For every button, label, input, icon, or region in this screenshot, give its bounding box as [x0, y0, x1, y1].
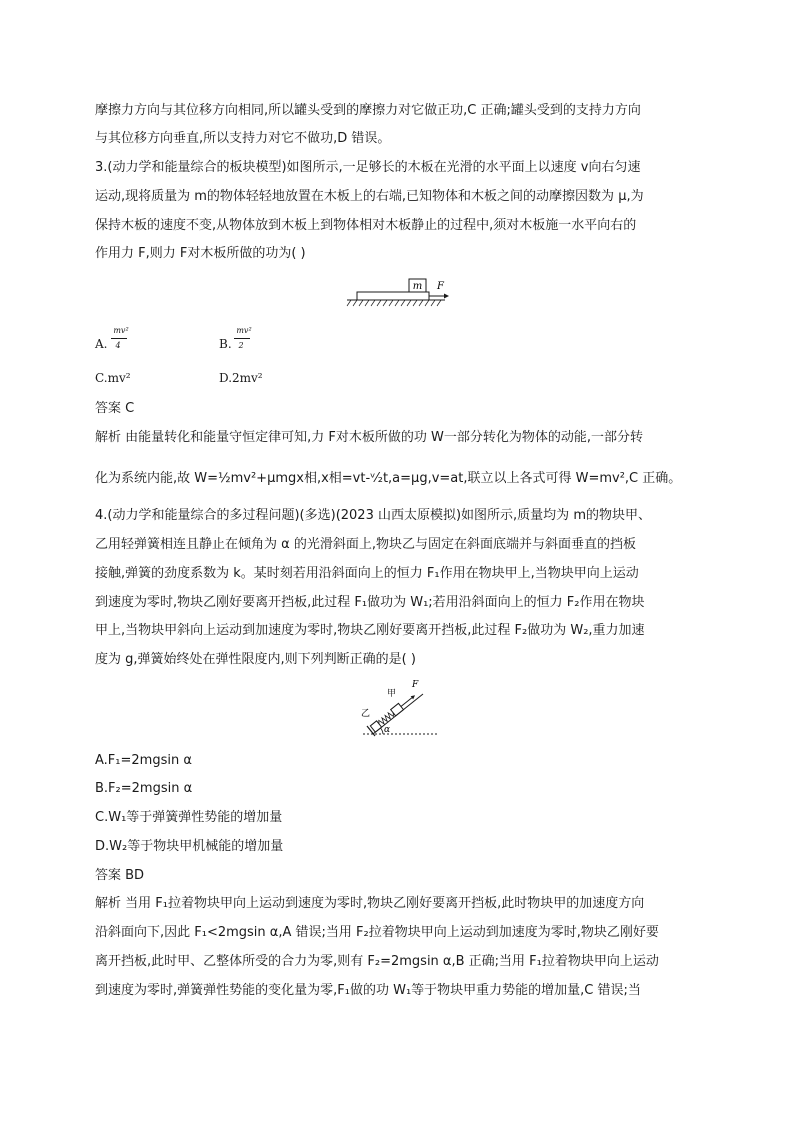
block-yi-label: 乙: [361, 709, 371, 719]
option-a-prefix: A.: [95, 337, 108, 351]
block-jia: [391, 703, 404, 715]
q3-option-a: [95, 337, 107, 351]
block-m-label: m: [412, 281, 423, 292]
q2-tail-line-1: 摩擦力方向与其位移方向相同,所以罐头受到的摩擦力对它做正功,C 正确;罐头受到的支持力方向: [95, 103, 641, 118]
block-yi: [370, 721, 381, 732]
q4-stem-line-6: 度为 g,弹簧始终处在弹性限度内,则下列判断正确的是( ): [95, 652, 416, 667]
q4-stem-line-1: 4.(动力学和能量综合的多过程问题)(多选)(2023 山西太原模拟)如图所示,质量均为 m的物块甲、: [95, 508, 651, 523]
q4-analysis-line-1: 解析 当用 F₁拉着物块甲向上运动到速度为零时,物块乙刚好要离开挡板,此时物块甲的加速度方向: [95, 896, 645, 911]
q4-answer: 答案 BD: [95, 868, 145, 883]
force-label: F: [437, 281, 444, 292]
force-arrowhead-icon: [444, 294, 449, 299]
q3-analysis-line-2: 化为系统内能,故 W=½mv²+μmgx相,x相=vt-ᵛ⁄₂t,a=μg,v=at,联立以上各式可得 W=mv²,C 正确。: [95, 471, 682, 486]
q3-option-c: C.mv²: [95, 371, 131, 385]
force-arrow: [401, 698, 412, 707]
q3-option-d: D.2mv²: [219, 371, 263, 385]
q4-option-d: D.W₂等于物块甲机械能的增加量: [95, 839, 284, 854]
option-a-numerator: mv²: [113, 326, 129, 335]
option-b-numerator: mv²: [236, 326, 252, 335]
q3-stem-line-1: 3.(动力学和能量综合的板块模型)如图所示,一足够长的木板在光滑的水平面上以速度 v向右匀速: [95, 160, 641, 175]
option-a-denominator: 4: [115, 341, 121, 350]
q4-analysis-line-3: 离开挡板,此时甲、乙整体所受的合力为零,则有 F₂=2mgsin α,B 正确;当用 F₁拉着物块甲向上运动: [95, 954, 659, 969]
angle-arc: [381, 728, 383, 734]
option-a-fraction-bar: [111, 338, 127, 339]
force-label: F: [412, 680, 419, 690]
q3-stem-line-2: 运动,现将质量为 m的物体轻轻地放置在木板上的右端,已知物体和木板之间的动摩擦因数为 μ,为: [95, 189, 644, 204]
option-b-fraction-bar: [234, 338, 250, 339]
ground-hatch: [347, 300, 441, 306]
q4-analysis-line-4: 到速度为零时,弹簧弹性势能的变化量为零,F₁做的功 W₁等于物块甲重力势能的增加量,C 错误;当: [95, 983, 641, 998]
q4-stem-line-5: 甲上,当物块甲斜向上运动到加速度为零时,物块乙刚好要离开挡板,此过程 F₂做功为 W₂,重力加速: [95, 623, 645, 638]
q4-stem-line-4: 到速度为零时,物块乙刚好要离开挡板,此过程 F₁做功为 W₁;若用沿斜面向上的恒力 F₂作用在物块: [95, 595, 645, 610]
q2-tail-line-2: 与其位移方向垂直,所以支持力对它不做功,D 错误。: [95, 131, 391, 146]
q3-stem-line-4: 作用力 F,则力 F对木板所做的功为( ): [95, 246, 306, 261]
angle-label: α: [384, 725, 391, 735]
block-jia-label: 甲: [387, 689, 397, 699]
q3-figure: [345, 276, 455, 308]
q4-stem-line-3: 接触,弹簧的劲度系数为 k。某时刻若用沿斜面向上的恒力 F₁作用在物块甲上,当物块甲向上运动: [95, 566, 639, 581]
q4-option-b: B.F₂=2mgsin α: [95, 781, 193, 796]
q3-stem-line-3: 保持木板的速度不变,从物体放到木板上到物体相对木板静止的过程中,须对木板施一水平向右的: [95, 218, 637, 233]
q4-option-c: C.W₁等于弹簧弹性势能的增加量: [95, 810, 283, 825]
q4-option-a: A.F₁=2mgsin α: [95, 753, 192, 768]
q4-analysis-line-2: 沿斜面向下,因此 F₁<2mgsin α,A 错误;当用 F₂拉着物块甲向上运动到加速度为零时,物块乙刚好要: [95, 925, 659, 940]
option-b-prefix: B.: [219, 337, 232, 351]
option-b-denominator: 2: [238, 341, 244, 350]
q3-answer: 答案 C: [95, 401, 135, 416]
q3-option-b: [219, 337, 232, 351]
q3-analysis-line-1: 解析 由能量转化和能量守恒定律可知,力 F对木板所做的功 W一部分转化为物体的动能,一部分转: [95, 430, 643, 445]
wooden-board: [357, 292, 429, 300]
q4-stem-line-2: 乙用轻弹簧相连且静止在倾角为 α 的光滑斜面上,物块乙与固定在斜面底端并与斜面垂直的挡板: [95, 537, 636, 552]
q4-figure: [355, 676, 440, 738]
